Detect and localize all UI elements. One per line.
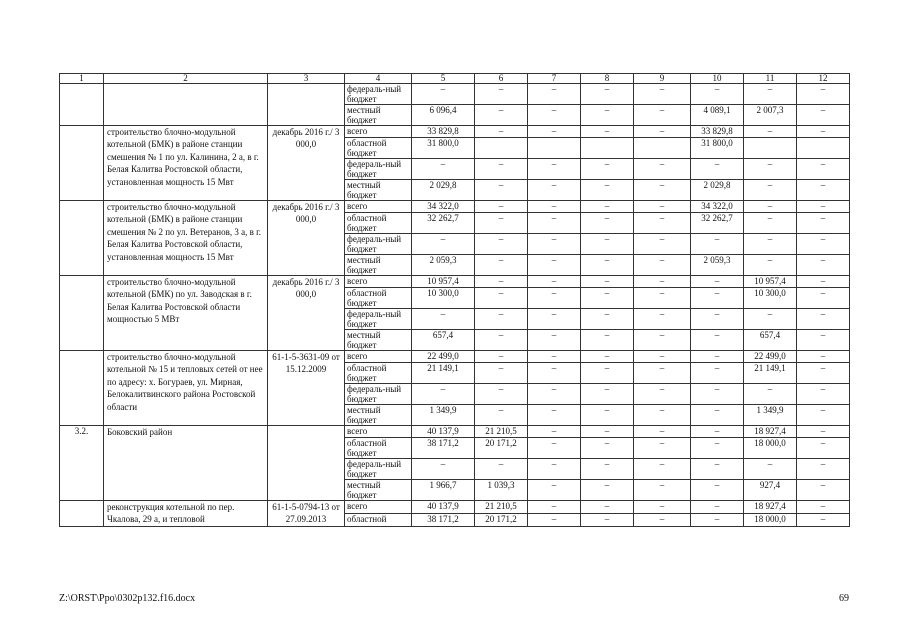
amount-cell: – (744, 255, 797, 276)
table-row (60, 84, 850, 105)
amount-cell: – (581, 501, 634, 514)
amount-cell: – (528, 159, 581, 180)
funding-source: местный бюджет (345, 180, 412, 201)
amount-cell: 31 800,0 (691, 138, 744, 159)
funding-source: областной бюджет (345, 438, 412, 459)
amount-cell: 6 096,4 (412, 105, 475, 126)
item-number (60, 126, 104, 201)
amount-cell: – (475, 180, 528, 201)
amount-cell: 10 300,0 (744, 288, 797, 309)
amount-cell: 40 137,9 (412, 426, 475, 438)
amount-cell: – (634, 276, 691, 288)
amount-cell: 2 059,3 (691, 255, 744, 276)
amount-cell: – (528, 384, 581, 405)
amount-cell: – (528, 126, 581, 138)
amount-cell: – (528, 309, 581, 330)
document-info (268, 426, 345, 501)
amount-cell: – (528, 501, 581, 514)
amount-cell: – (797, 276, 850, 288)
amount-cell: – (797, 513, 850, 526)
amount-cell: – (744, 384, 797, 405)
amount-cell: – (797, 384, 850, 405)
amount-cell: – (528, 201, 581, 213)
object-name: реконструкция котельной по пер. Чкалова, 29 а, и тепловой (104, 501, 268, 527)
column-header: 4 (345, 74, 412, 84)
object-name (104, 84, 268, 126)
amount-cell: – (797, 105, 850, 126)
column-number-row (60, 74, 850, 84)
amount-cell: – (475, 105, 528, 126)
amount-cell: – (797, 363, 850, 384)
object-name: Боковский район (104, 426, 268, 501)
amount-cell: – (581, 363, 634, 384)
amount-cell: – (528, 276, 581, 288)
amount-cell: – (691, 363, 744, 384)
funding-source: областной бюджет (345, 138, 412, 159)
amount-cell: – (634, 459, 691, 480)
amount-cell: – (581, 201, 634, 213)
amount-cell: – (528, 255, 581, 276)
amount-cell: 31 800,0 (412, 138, 475, 159)
amount-cell: – (797, 84, 850, 105)
amount-cell: 33 829,8 (412, 126, 475, 138)
amount-cell: 2 029,8 (412, 180, 475, 201)
column-header: 2 (104, 74, 268, 84)
amount-cell: 927,4 (744, 480, 797, 501)
amount-cell: 34 322,0 (412, 201, 475, 213)
amount-cell: 18 927,4 (744, 501, 797, 514)
amount-cell: – (581, 480, 634, 501)
amount-cell: – (691, 426, 744, 438)
amount-cell: 1 349,9 (744, 405, 797, 426)
item-number (60, 84, 104, 126)
amount-cell: – (475, 255, 528, 276)
amount-cell: – (475, 84, 528, 105)
amount-cell: – (412, 459, 475, 480)
amount-cell: – (475, 126, 528, 138)
amount-cell (744, 138, 797, 159)
amount-cell: – (744, 309, 797, 330)
amount-cell: – (412, 234, 475, 255)
funding-source: всего (345, 351, 412, 363)
amount-cell: 2 007,3 (744, 105, 797, 126)
amount-cell: – (528, 234, 581, 255)
amount-cell: – (797, 288, 850, 309)
funding-source: областной бюджет (345, 288, 412, 309)
amount-cell: – (412, 384, 475, 405)
amount-cell: – (475, 276, 528, 288)
amount-cell: 18 000,0 (744, 438, 797, 459)
amount-cell: 657,4 (744, 330, 797, 351)
amount-cell: – (634, 201, 691, 213)
amount-cell: – (797, 351, 850, 363)
amount-cell: – (691, 501, 744, 514)
amount-cell: – (691, 384, 744, 405)
amount-cell: – (528, 438, 581, 459)
amount-cell: – (475, 459, 528, 480)
amount-cell: – (581, 405, 634, 426)
amount-cell: – (797, 426, 850, 438)
funding-source: местный бюджет (345, 405, 412, 426)
amount-cell: – (634, 309, 691, 330)
column-header: 9 (634, 74, 691, 84)
amount-cell: – (691, 84, 744, 105)
amount-cell: – (581, 309, 634, 330)
table-row (60, 276, 850, 288)
funding-source: всего (345, 426, 412, 438)
column-header: 12 (797, 74, 850, 84)
table-body (60, 74, 850, 527)
amount-cell: – (581, 105, 634, 126)
budget-table (59, 73, 850, 527)
amount-cell (797, 138, 850, 159)
funding-source: всего (345, 201, 412, 213)
amount-cell: – (581, 255, 634, 276)
column-header: 11 (744, 74, 797, 84)
column-header: 7 (528, 74, 581, 84)
amount-cell: 33 829,8 (691, 126, 744, 138)
amount-cell: – (797, 405, 850, 426)
amount-cell: 1 349,9 (412, 405, 475, 426)
amount-cell: – (691, 309, 744, 330)
amount-cell: 34 322,0 (691, 201, 744, 213)
funding-source: федераль-ный бюджет (345, 384, 412, 405)
funding-source: федераль-ный бюджет (345, 234, 412, 255)
amount-cell: 2 059,3 (412, 255, 475, 276)
amount-cell: – (581, 234, 634, 255)
amount-cell: – (475, 363, 528, 384)
amount-cell: – (797, 255, 850, 276)
amount-cell: – (581, 180, 634, 201)
document-info: 61-1-5-3631-09 от 15.12.2009 (268, 351, 345, 426)
amount-cell: – (797, 438, 850, 459)
column-header: 1 (60, 74, 104, 84)
column-header: 5 (412, 74, 475, 84)
file-path: Z:\ORST\Ppo\0302p132.f16.docx (59, 593, 196, 604)
amount-cell: – (797, 459, 850, 480)
amount-cell: – (528, 426, 581, 438)
amount-cell: – (691, 480, 744, 501)
amount-cell: 22 499,0 (744, 351, 797, 363)
amount-cell: – (744, 180, 797, 201)
document-info: декабрь 2016 г./ 3 000,0 (268, 276, 345, 351)
funding-source: местный бюджет (345, 105, 412, 126)
column-header: 10 (691, 74, 744, 84)
amount-cell: – (475, 159, 528, 180)
funding-source: всего (345, 501, 412, 514)
amount-cell: – (528, 459, 581, 480)
amount-cell: – (744, 459, 797, 480)
column-header: 6 (475, 74, 528, 84)
amount-cell: – (581, 213, 634, 234)
item-number (60, 351, 104, 426)
amount-cell: – (691, 438, 744, 459)
funding-source: всего (345, 276, 412, 288)
amount-cell: 21 210,5 (475, 426, 528, 438)
amount-cell: – (475, 405, 528, 426)
amount-cell: 22 499,0 (412, 351, 475, 363)
amount-cell: – (475, 213, 528, 234)
table-row (60, 426, 850, 438)
amount-cell: – (634, 351, 691, 363)
amount-cell: – (744, 234, 797, 255)
table-row (60, 501, 850, 514)
item-number (60, 276, 104, 351)
amount-cell: – (581, 276, 634, 288)
amount-cell: – (528, 405, 581, 426)
amount-cell: 32 262,7 (691, 213, 744, 234)
amount-cell: – (744, 84, 797, 105)
amount-cell: – (412, 84, 475, 105)
amount-cell: 38 171,2 (412, 513, 475, 526)
amount-cell: – (691, 351, 744, 363)
object-name: строительство блочно-модульной котельной (БМК) в районе станции смешения № 2 по ул. Ветеранов, 3 а, в г. Белая Калитва Ростовской области, установленная мощность 15 Мвт (104, 201, 268, 276)
item-number (60, 501, 104, 527)
amount-cell: 2 029,8 (691, 180, 744, 201)
amount-cell: 38 171,2 (412, 438, 475, 459)
amount-cell: – (581, 426, 634, 438)
amount-cell: 10 300,0 (412, 288, 475, 309)
object-name: строительство блочно-модульной котельной (БМК) по ул. Заводская в г. Белая Калитва Ростовской области мощностью 5 МВт (104, 276, 268, 351)
amount-cell: 4 089,1 (691, 105, 744, 126)
amount-cell: – (475, 384, 528, 405)
item-number (60, 201, 104, 276)
amount-cell: – (581, 84, 634, 105)
column-header: 8 (581, 74, 634, 84)
amount-cell: 40 137,9 (412, 501, 475, 514)
amount-cell: – (634, 213, 691, 234)
amount-cell: 10 957,4 (412, 276, 475, 288)
amount-cell: 20 171,2 (475, 438, 528, 459)
object-name: строительство блочно-модульной котельной (БМК) в районе станции смешения № 1 по ул. Калинина, 2 а, в г. Белая Калитва Ростовской области, установленная мощность 15 Мвт (104, 126, 268, 201)
amount-cell: – (634, 438, 691, 459)
amount-cell: – (634, 255, 691, 276)
document-info (268, 84, 345, 126)
funding-source: федераль-ный бюджет (345, 459, 412, 480)
amount-cell: 21 149,1 (744, 363, 797, 384)
amount-cell: – (475, 330, 528, 351)
amount-cell: – (797, 330, 850, 351)
amount-cell (581, 138, 634, 159)
amount-cell: – (528, 288, 581, 309)
document-info: 61-1-5-0794-13 от 27.09.2013 (268, 501, 345, 527)
amount-cell: 20 171,2 (475, 513, 528, 526)
document-info: декабрь 2016 г./ 3 000,0 (268, 126, 345, 201)
amount-cell: – (634, 288, 691, 309)
amount-cell: – (634, 480, 691, 501)
funding-source: местный бюджет (345, 330, 412, 351)
amount-cell: – (528, 84, 581, 105)
table-row (60, 351, 850, 363)
amount-cell: – (581, 438, 634, 459)
amount-cell: – (634, 180, 691, 201)
amount-cell: – (691, 276, 744, 288)
amount-cell: – (691, 288, 744, 309)
amount-cell: – (744, 201, 797, 213)
amount-cell: – (634, 363, 691, 384)
amount-cell (528, 138, 581, 159)
amount-cell: – (581, 288, 634, 309)
amount-cell: – (691, 159, 744, 180)
amount-cell: – (528, 351, 581, 363)
funding-source: областной бюджет (345, 363, 412, 384)
amount-cell: – (475, 234, 528, 255)
amount-cell: – (691, 513, 744, 526)
amount-cell: – (691, 405, 744, 426)
amount-cell: – (634, 405, 691, 426)
amount-cell: 18 927,4 (744, 426, 797, 438)
amount-cell: 1 039,3 (475, 480, 528, 501)
amount-cell: – (528, 480, 581, 501)
funding-source: местный бюджет (345, 255, 412, 276)
amount-cell: – (475, 309, 528, 330)
amount-cell (475, 138, 528, 159)
amount-cell: – (634, 105, 691, 126)
funding-source: федераль-ный бюджет (345, 159, 412, 180)
amount-cell: – (412, 309, 475, 330)
amount-cell (634, 138, 691, 159)
table-row (60, 201, 850, 213)
item-number: 3.2. (60, 426, 104, 501)
amount-cell: – (528, 330, 581, 351)
document-info: декабрь 2016 г./ 3 000,0 (268, 201, 345, 276)
table-row (60, 126, 850, 138)
amount-cell: – (634, 513, 691, 526)
amount-cell: 1 966,7 (412, 480, 475, 501)
amount-cell: – (744, 213, 797, 234)
amount-cell: – (475, 201, 528, 213)
amount-cell: – (797, 501, 850, 514)
amount-cell: – (528, 180, 581, 201)
funding-source: всего (345, 126, 412, 138)
amount-cell: 21 210,5 (475, 501, 528, 514)
amount-cell: – (797, 309, 850, 330)
amount-cell: – (581, 159, 634, 180)
amount-cell: – (797, 480, 850, 501)
amount-cell: – (528, 213, 581, 234)
funding-source: местный бюджет (345, 480, 412, 501)
funding-source: федераль-ный бюджет (345, 84, 412, 105)
amount-cell: – (581, 330, 634, 351)
amount-cell: – (634, 126, 691, 138)
amount-cell: – (412, 159, 475, 180)
amount-cell: 10 957,4 (744, 276, 797, 288)
amount-cell: – (691, 330, 744, 351)
amount-cell: – (634, 159, 691, 180)
amount-cell: – (744, 126, 797, 138)
amount-cell: – (634, 330, 691, 351)
amount-cell: – (797, 180, 850, 201)
amount-cell: – (581, 513, 634, 526)
amount-cell: – (528, 105, 581, 126)
amount-cell: – (797, 234, 850, 255)
amount-cell: – (634, 501, 691, 514)
amount-cell: – (528, 513, 581, 526)
amount-cell: 21 149,1 (412, 363, 475, 384)
amount-cell: – (634, 426, 691, 438)
amount-cell: – (797, 126, 850, 138)
amount-cell: – (691, 234, 744, 255)
page-number: 69 (839, 593, 849, 604)
amount-cell: – (797, 201, 850, 213)
amount-cell: – (797, 213, 850, 234)
amount-cell: – (634, 84, 691, 105)
amount-cell: – (634, 234, 691, 255)
amount-cell: 18 000,0 (744, 513, 797, 526)
object-name: строительство блочно-модульной котельной № 15 и тепловых сетей от нее по адресу: х. Богураев, ул. Мирная, Белокалитвинского района Ростовской области (104, 351, 268, 426)
amount-cell: – (581, 351, 634, 363)
amount-cell: – (528, 363, 581, 384)
amount-cell: – (797, 159, 850, 180)
amount-cell: – (634, 384, 691, 405)
amount-cell: – (475, 351, 528, 363)
amount-cell: – (581, 459, 634, 480)
amount-cell: – (581, 384, 634, 405)
funding-source: федераль-ный бюджет (345, 309, 412, 330)
funding-source: областной (345, 513, 412, 526)
amount-cell: – (581, 126, 634, 138)
amount-cell: 32 262,7 (412, 213, 475, 234)
column-header: 3 (268, 74, 345, 84)
amount-cell: 657,4 (412, 330, 475, 351)
amount-cell: – (691, 459, 744, 480)
amount-cell: – (744, 159, 797, 180)
funding-source: областной бюджет (345, 213, 412, 234)
amount-cell: – (475, 288, 528, 309)
